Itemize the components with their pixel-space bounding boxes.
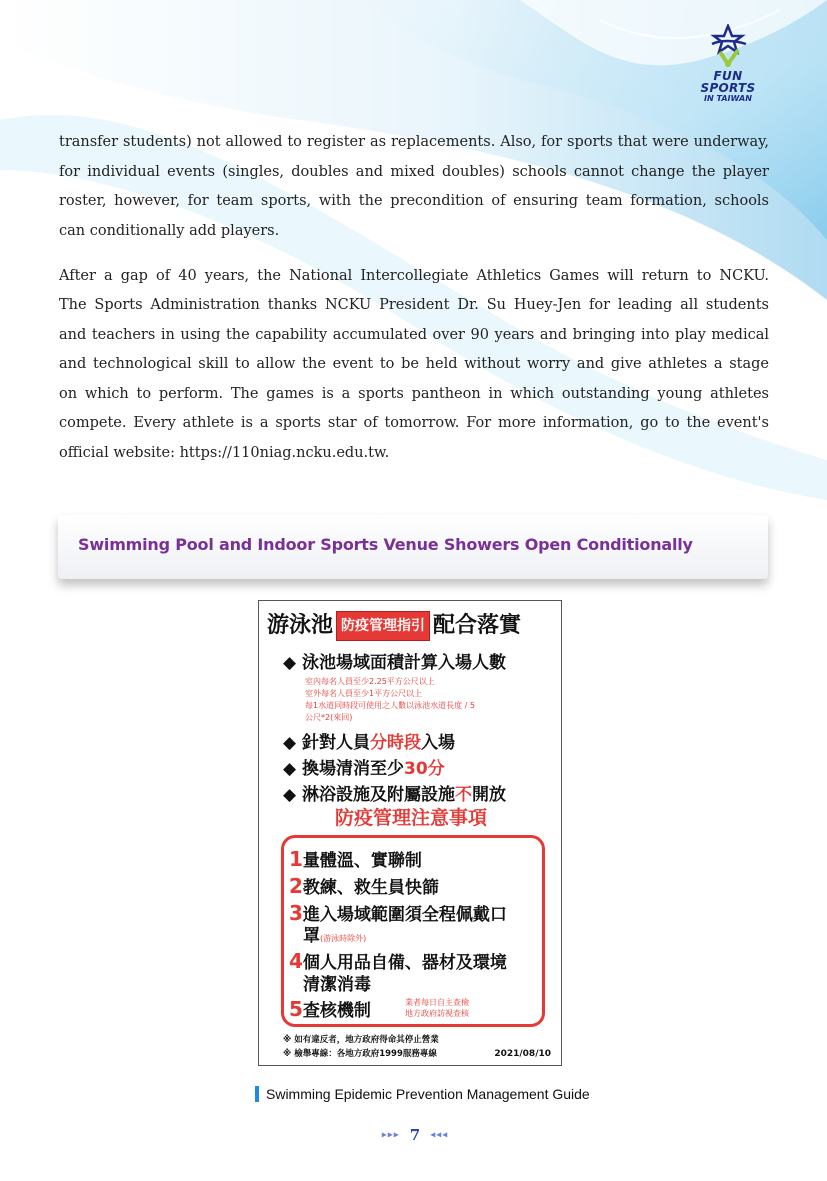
logo-line-1: FUN SPORTS	[700, 69, 756, 95]
poster-note: ※ 如有違反者，地方政府得命其停止營業	[283, 1035, 439, 1045]
poster-date: 2021/08/10	[494, 1049, 551, 1059]
paragraph-line: transfer students) not allowed to register as replacements. Also, for sports that were underway,	[59, 134, 769, 150]
caption-bar-icon	[255, 1086, 259, 1102]
poster-rule: 罩(游泳時除外)	[303, 926, 367, 946]
poster-item: ◆ 針對人員分時段入場	[283, 733, 455, 753]
poster-title-box: 防疫管理指引	[336, 611, 430, 641]
poster-item: ◆ 淋浴設施及附屬設施不開放	[283, 785, 506, 805]
poster-sub-line: 公尺*2(來回)	[305, 713, 353, 722]
poster-rule: 2教練、救生員快篩	[289, 874, 439, 898]
arrow-left-icon: ◂◂◂	[430, 1129, 449, 1141]
arrow-right-icon: ▸▸▸	[381, 1129, 400, 1141]
diamond-bullet-icon: ◆	[283, 785, 297, 805]
poster-sub-line: 每1水道同時段可使用之人數以泳池水道長度 / 5	[305, 701, 475, 710]
paragraph-line: for individual events (singles, doubles and mixed doubles) schools cannot change the player	[59, 164, 769, 180]
poster-title-b: 配合落實	[433, 613, 522, 638]
poster-heading: 防疫管理注意事項	[334, 807, 487, 829]
poster-title-a: 游泳池	[267, 613, 334, 638]
poster-sub-line: 室外每名人員至少1平方公尺以上	[305, 689, 423, 698]
page-number: 7	[409, 1126, 421, 1144]
poster-rule: 清潔消毒	[303, 975, 371, 995]
diamond-bullet-icon: ◆	[283, 653, 297, 673]
paragraph-line: and technological skill to allow the event to be held without worry and give athletes a stage	[59, 356, 769, 372]
paragraph-line: and teachers in using the capability accumulated over 90 years and bringing into play medical	[59, 327, 769, 343]
diamond-bullet-icon: ◆	[283, 733, 297, 753]
poster-check-note: 地方政府訪視查核	[405, 1009, 469, 1018]
diamond-bullet-icon: ◆	[283, 759, 297, 779]
runner-logo-icon	[704, 24, 752, 68]
swimming-guide-poster	[258, 600, 562, 1066]
poster-item: ◆ 泳池場域面積計算入場人數	[283, 653, 506, 673]
poster-rule: 4個人用品自備、器材及環境	[289, 949, 507, 973]
figure-caption	[255, 1086, 590, 1102]
poster-title	[267, 611, 557, 641]
paragraph-line: on which to perform. The games is a sports pantheon in which outstanding young athletes	[59, 386, 769, 402]
paragraph-line: official website: https://110niag.ncku.edu.tw.	[59, 445, 390, 461]
fun-sports-logo	[686, 24, 770, 103]
paragraph-line: The Sports Administration thanks NCKU President Dr. Su Huey-Jen for leading all students	[59, 297, 769, 313]
poster-rule: 1量體溫、實聯制	[289, 847, 422, 871]
poster-rule: 3進入場域範圍須全程佩戴口	[289, 901, 507, 925]
page-number-footer	[360, 1125, 470, 1144]
section-title: Swimming Pool and Indoor Sports Venue Showers Open Conditionally	[78, 535, 693, 554]
poster-rule: 5查核機制	[289, 997, 371, 1021]
logo-line-2: IN TAIWAN	[704, 94, 752, 103]
paragraph-line: After a gap of 40 years, the National Intercollegiate Athletics Games will return to NCKU.	[59, 268, 769, 284]
poster-sub-line: 室內每名人員至少2.25平方公尺以上	[305, 677, 435, 686]
poster-note: ※ 檢舉專線：各地方政府1999服務專線	[283, 1049, 437, 1059]
poster-item: ◆ 換場清消至少30分	[283, 759, 445, 779]
paragraph-line: can conditionally add players.	[59, 223, 280, 239]
paragraph-line: compete. Every athlete is a sports star of tomorrow. For more information, go to the event's	[59, 415, 769, 431]
caption-text: Swimming Epidemic Prevention Management Guide	[266, 1086, 590, 1102]
section-title-banner	[58, 515, 768, 579]
paragraph-line: roster, however, for team sports, with the precondition of ensuring team formation, schools	[59, 193, 769, 209]
poster-check-note: 業者每日自主查檢	[405, 998, 469, 1007]
